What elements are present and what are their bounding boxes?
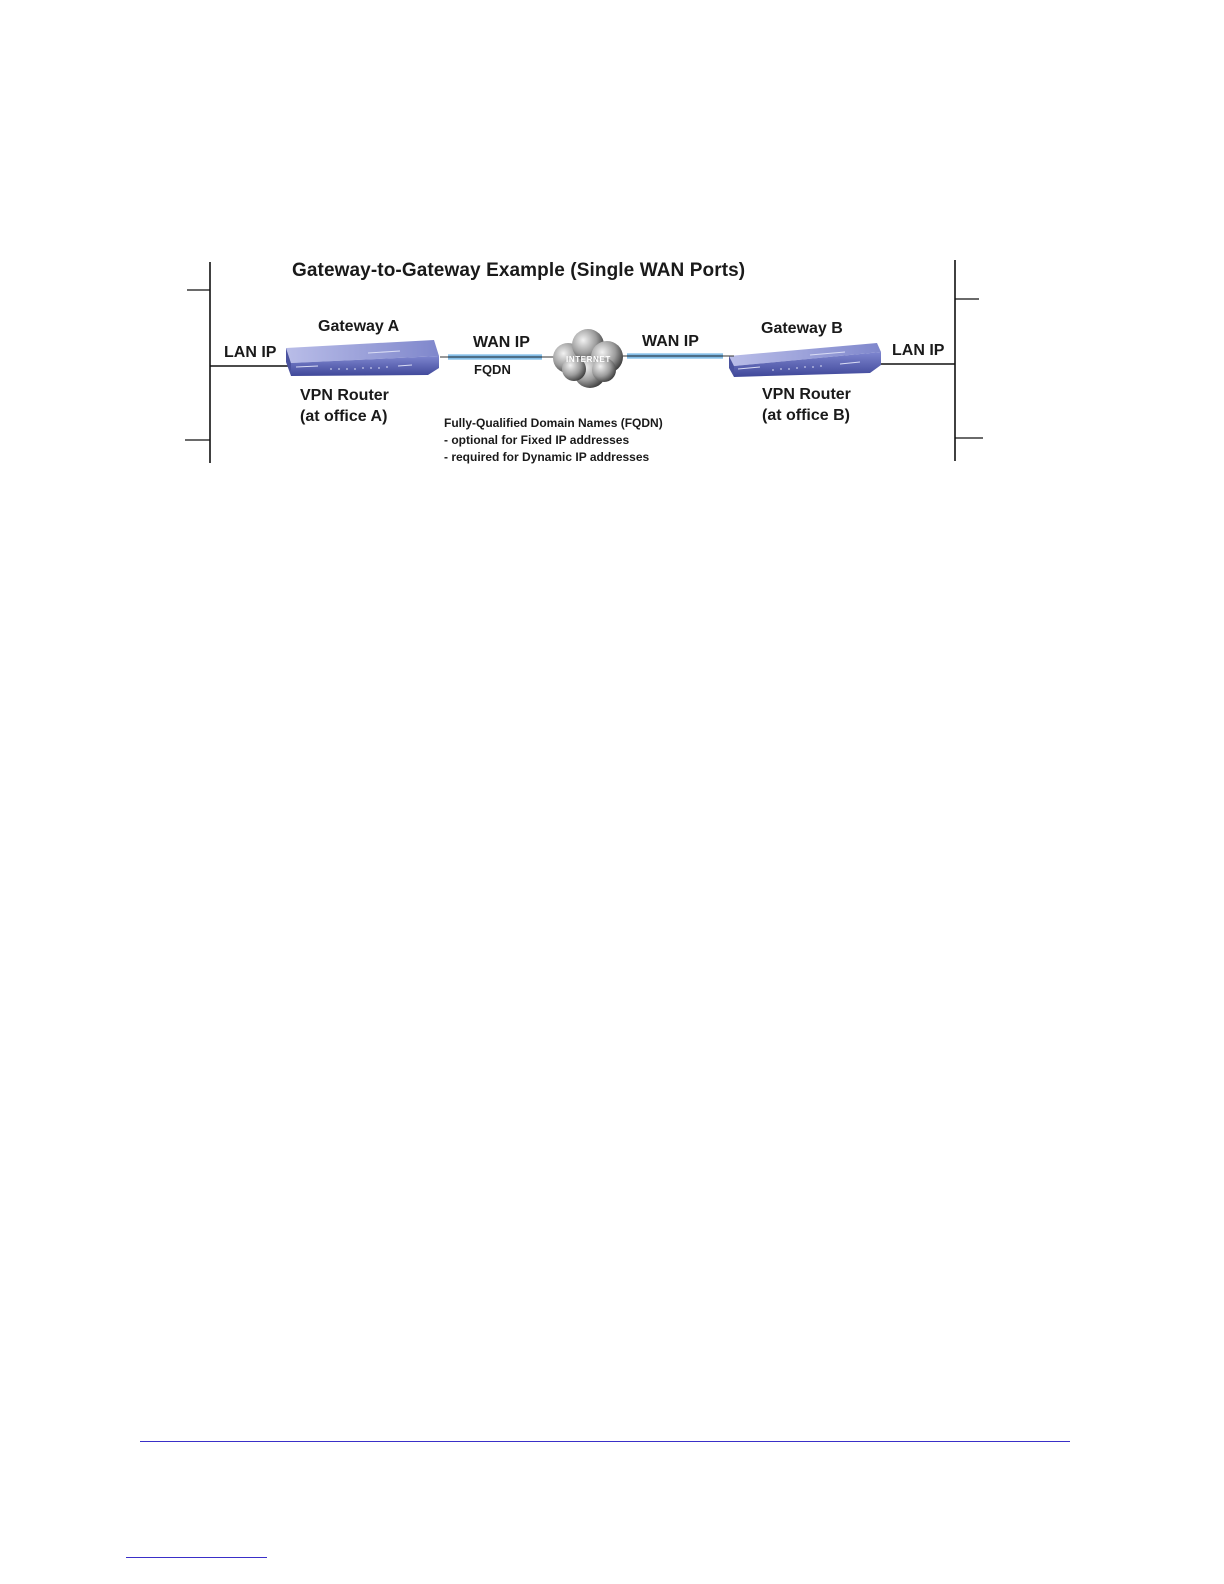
lan-ip-label-a: LAN IP — [224, 344, 277, 361]
office-b-label: (at office B) — [762, 407, 850, 424]
gateway-a-label: Gateway A — [318, 318, 400, 335]
lan-ip-label-b: LAN IP — [892, 342, 945, 359]
gateway-b-label: Gateway B — [761, 320, 843, 337]
footer-link-underline[interactable] — [126, 1557, 267, 1558]
router-a-icon — [286, 340, 439, 376]
router-b-icon — [729, 343, 881, 377]
internet-cloud-icon — [553, 329, 623, 388]
fqdn-label: FQDN — [474, 362, 511, 377]
fqdn-note-heading: Fully-Qualified Domain Names (FQDN) — [444, 416, 663, 430]
footer-divider — [140, 1441, 1070, 1442]
diagram-canvas — [0, 0, 1224, 480]
wan-ip-label-a: WAN IP — [473, 334, 530, 351]
office-a-label: (at office A) — [300, 408, 388, 425]
internet-label: INTERNET — [566, 355, 611, 364]
vpn-router-label-a: VPN Router — [300, 387, 389, 404]
diagram-title: Gateway-to-Gateway Example (Single WAN Ports) — [292, 260, 746, 281]
fqdn-note-fixed: - optional for Fixed IP addresses — [444, 433, 630, 447]
vpn-router-label-b: VPN Router — [762, 386, 851, 403]
wan-ip-label-b: WAN IP — [642, 333, 699, 350]
fqdn-note-dynamic: - required for Dynamic IP addresses — [444, 450, 650, 464]
gateway-diagram — [0, 0, 1224, 480]
